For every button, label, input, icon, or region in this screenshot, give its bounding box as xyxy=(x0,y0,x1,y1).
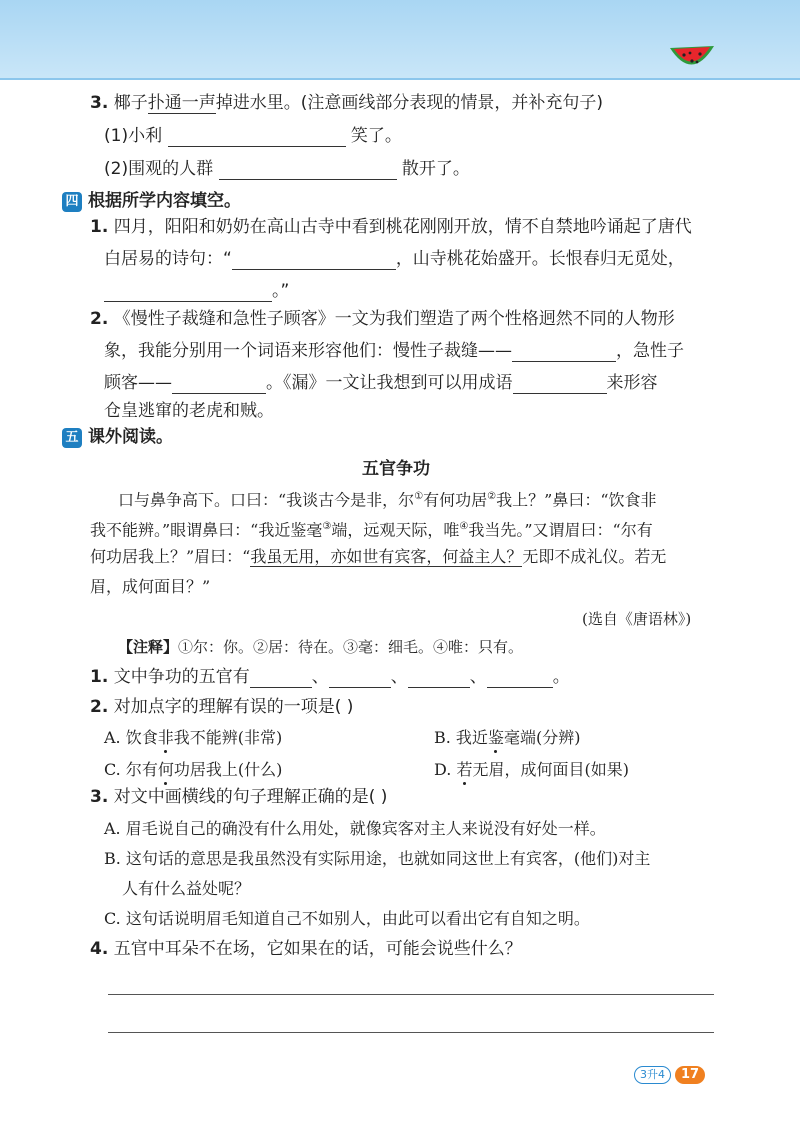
note-ref-4: ④ xyxy=(459,521,469,532)
q3-number: 3. xyxy=(90,93,109,113)
s4q2-text3a: 顾客—— xyxy=(104,373,172,393)
passage-title: 五官争功 xyxy=(362,459,430,479)
s4q2-text3c: 来形容 xyxy=(606,373,658,393)
s4q2-line2 xyxy=(104,340,684,362)
q3-item2-blank[interactable] xyxy=(219,161,397,180)
s5q3-option-b-cont: 人有什么益处呢？ xyxy=(122,879,251,898)
s5q2-option-d[interactable] xyxy=(434,759,629,781)
note-ref-3: ③ xyxy=(322,521,332,532)
note-ref-2: ② xyxy=(487,491,497,502)
s4q1-number: 1. xyxy=(90,217,109,237)
s5q2-option-c[interactable] xyxy=(104,759,282,781)
s4q2-line3 xyxy=(104,372,658,394)
passage-l2b: 端，远观天际，唯 xyxy=(331,520,460,540)
section5-title: 课外阅读。 xyxy=(88,427,173,447)
q3-underlined: 扑通一声 xyxy=(147,93,216,113)
answer-line-2[interactable] xyxy=(108,1032,714,1033)
s5q3 xyxy=(90,786,387,808)
q3-text-b: 掉进水里。(注意画线部分表现的情景，并补充句子) xyxy=(215,93,603,113)
passage-line4: 眉，成何面目？” xyxy=(90,577,211,596)
s5q2-c-post: 功居我上(什么) xyxy=(173,760,283,779)
s4q2-blank1[interactable] xyxy=(512,343,616,362)
grade-badge: 3升4 xyxy=(634,1066,671,1084)
s4q2-text1: 《慢性子裁缝和急性子顾客》一文为我们塑造了两个性格迥然不同的人物形 xyxy=(113,309,675,329)
passage-l1a: 口与鼻争高下。口曰：“我谈古今是非，尔 xyxy=(118,490,415,510)
s4q1-text1: 四月，阳阳和奶奶在高山古寺中看到桃花刚刚开放，情不自禁地吟诵起了唐代 xyxy=(113,217,692,237)
section4-icon: 四 xyxy=(62,192,82,212)
watermelon-icon xyxy=(666,42,718,78)
s5q2-c-dotted: 何 xyxy=(157,760,174,779)
q3-item2-post: 散开了。 xyxy=(401,159,470,179)
section5-icon: 五 xyxy=(62,428,82,448)
s5q3-option-a[interactable]: A. 眉毛说自己的确没有什么用处，就像宾客对主人来说没有好处一样。 xyxy=(104,819,606,838)
s5q1-sep1: 、 xyxy=(311,667,329,687)
s5q2 xyxy=(90,696,353,718)
s5q2-a-pre: A. 饮食 xyxy=(104,728,158,747)
s5q2-text: 对加点字的理解有误的一项是( ) xyxy=(113,697,354,717)
q3-item-1 xyxy=(104,125,402,147)
s5q1-blank3[interactable] xyxy=(408,669,470,688)
s5q2-d-pre: D. xyxy=(434,760,457,779)
answer-line-1[interactable] xyxy=(108,994,714,995)
s4q2-blank3[interactable] xyxy=(513,375,607,394)
s4q2-line1 xyxy=(90,308,675,330)
s5q4-text: 五官中耳朵不在场，它如果在的话，可能会说些什么？ xyxy=(113,939,522,959)
section4-heading xyxy=(62,190,241,212)
s5q1-blank1[interactable] xyxy=(250,669,312,688)
q3-text-a: 椰子 xyxy=(113,93,148,113)
s5q4 xyxy=(90,938,522,960)
q3-item1-post: 笑了。 xyxy=(350,126,402,146)
s4q1-line1 xyxy=(90,216,692,238)
s5q3-number: 3. xyxy=(90,787,109,807)
page-footer xyxy=(634,1066,705,1084)
s4q1-text2b: ，山寺桃花始盛开。长恨春归无觅处， xyxy=(395,249,685,269)
s5q2-a-dotted: 非 xyxy=(157,728,174,747)
s5q4-number: 4. xyxy=(90,939,109,959)
s5q1-text: 文中争功的五官有 xyxy=(113,667,250,687)
passage-source: (选自《唐语林》) xyxy=(582,610,692,628)
s4q1-line3 xyxy=(104,280,289,302)
s5q1-number: 1. xyxy=(90,667,109,687)
q3-item1-pre: (1)小利 xyxy=(104,126,163,146)
s4q2-text4: 仓皇逃窜的老虎和贼。 xyxy=(104,401,274,421)
passage-l2a: 我不能辨。”眼谓鼻曰：“我近鉴毫 xyxy=(90,520,323,540)
section4-title: 根据所学内容填空。 xyxy=(88,191,241,211)
s5q1-blank4[interactable] xyxy=(487,669,553,688)
section5-heading xyxy=(62,426,173,448)
passage-line1 xyxy=(118,486,657,511)
s4q1-line2 xyxy=(104,248,685,270)
page-number: 17 xyxy=(675,1066,705,1084)
s5q2-option-b[interactable] xyxy=(434,727,580,749)
s5q2-d-dotted: 若 xyxy=(456,760,473,779)
s5q2-d-post: 无眉，成何面目(如果) xyxy=(472,760,629,779)
s4q1-blank2[interactable] xyxy=(104,283,272,302)
s5q2-a-post: 我不能辨(非常) xyxy=(173,728,283,747)
passage-line2 xyxy=(90,516,653,541)
s5q3-option-c[interactable]: C. 这句话说明眉毛知道自己不如别人，由此可以看出它有自知之明。 xyxy=(104,909,590,928)
s4q2-text2a: 象，我能分别用一个词语来形容他们：慢性子裁缝—— xyxy=(104,341,512,361)
passage-l3a: 何功居我上？”眉曰：“ xyxy=(90,547,251,566)
s5q2-b-post: 毫端(分辨) xyxy=(503,728,581,747)
s4q1-blank1[interactable] xyxy=(232,251,396,270)
s5q1-blank2[interactable] xyxy=(329,669,391,688)
s4q2-text2b: ，急性子 xyxy=(616,341,684,361)
s5q1 xyxy=(90,666,570,688)
s5q2-b-pre: B. 我近 xyxy=(434,728,488,747)
passage-underlined-sentence: 我虽无用，亦如世有宾客，何益主人？ xyxy=(250,547,523,566)
q3-item2-pre: (2)围观的人群 xyxy=(104,159,214,179)
s5q2-c-pre: C. 尔有 xyxy=(104,760,158,779)
note-ref-1: ① xyxy=(414,491,424,502)
s4q1-text3: 。” xyxy=(272,281,290,301)
s5q2-number: 2. xyxy=(90,697,109,717)
notes-label: 【注释】 xyxy=(118,638,179,656)
passage-l2c: 我当先。”又谓眉曰：“尔有 xyxy=(468,520,653,540)
s4q2-text3b: 。《漏》一文让我想到可以用成语 xyxy=(266,373,513,393)
notes-text: ①尔：你。②居：待在。③毫：细毛。④唯：只有。 xyxy=(178,638,524,656)
passage-l1c: 我上？”鼻曰：“饮食非 xyxy=(496,490,657,510)
s4q1-text2a: 白居易的诗句：“ xyxy=(104,249,232,269)
passage-line3 xyxy=(90,546,666,568)
s5q1-sep3: 、 xyxy=(469,667,487,687)
s5q1-end: 。 xyxy=(552,667,570,687)
passage-l1b: 有何功居 xyxy=(423,490,488,510)
s4q2-line4 xyxy=(104,400,274,422)
s5q2-option-a[interactable] xyxy=(104,727,282,749)
s5q2-b-dotted: 鉴 xyxy=(487,728,504,747)
s5q3-option-b[interactable]: B. 这句话的意思是我虽然没有实际用途，也就如同这世上有宾客，(他们)对主 xyxy=(104,849,651,868)
s5q1-sep2: 、 xyxy=(390,667,408,687)
s5q3-text: 对文中画横线的句子理解正确的是( ) xyxy=(113,787,388,807)
passage-l3b: 无即不成礼仪。若无 xyxy=(522,547,667,566)
q3-item1-blank[interactable] xyxy=(168,128,346,147)
s4q2-number: 2. xyxy=(90,309,109,329)
s4q2-blank2[interactable] xyxy=(172,375,266,394)
notes xyxy=(118,636,523,658)
q3-item-2 xyxy=(104,158,470,180)
q3-top-line xyxy=(90,92,603,114)
